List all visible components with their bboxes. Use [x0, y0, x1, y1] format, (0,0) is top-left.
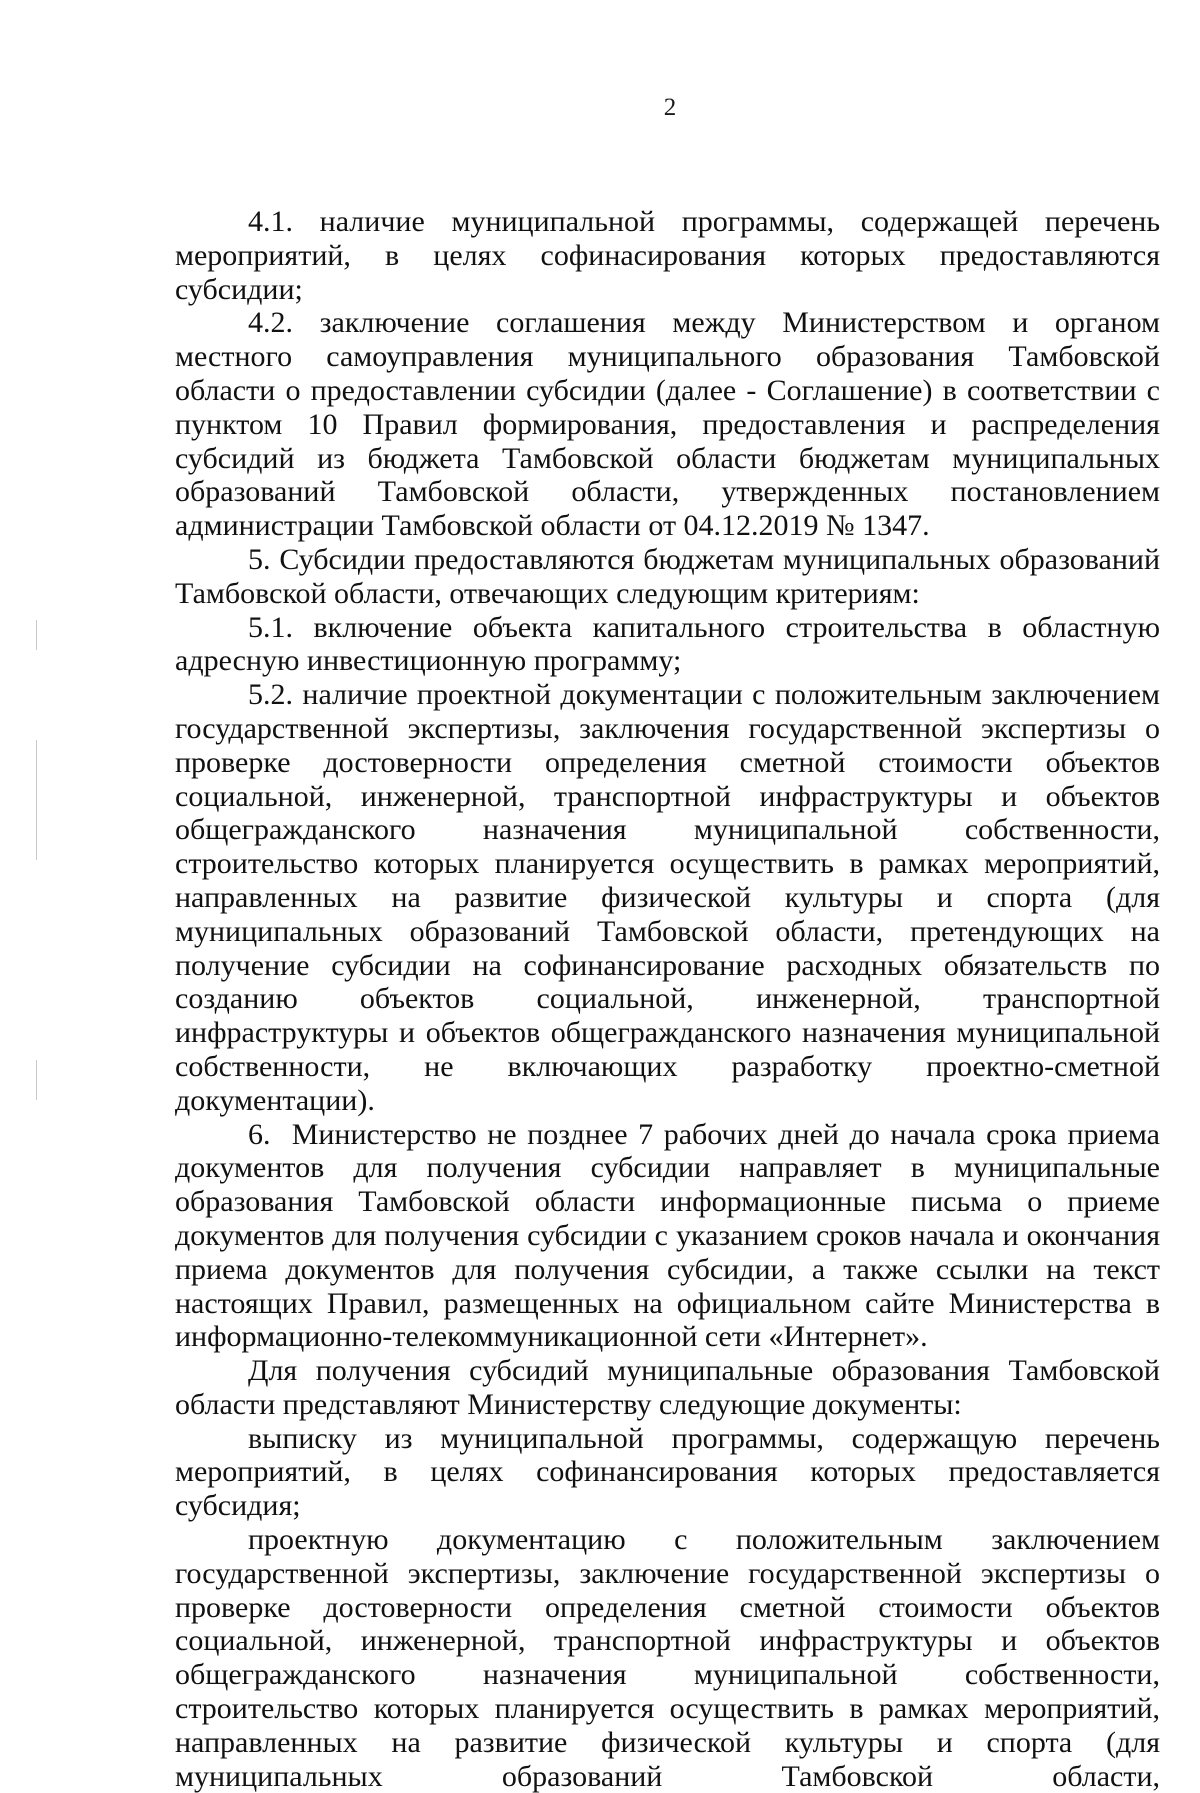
paragraph-6: 6. Министерство не позднее 7 рабочих дней до начала срока приема документов для получения субсидии направляет в муниципальные образования Тамбовской области информационные письма о приеме документов для получения субсидии с указанием сроков начала и окончания приема документов для получения субсидии, а также ссылки на текст настоящих Правил, размещенных на официальном сайте Министерства в информационно-телекоммуникационной сети «Интернет». — [175, 1117, 1160, 1354]
paragraph-5-1: 5.1. включение объекта капитального строительства в областную адресную инвестиционную программу; — [175, 610, 1160, 678]
scan-edge-mark — [36, 740, 37, 860]
paragraph-project-documentation: проектную документацию с положительным заключением государственной экспертизы, заключение государственной экспертизы о проверке достоверности определения сметной стоимости объектов социальной, инженерной, транспортной инфраструктуры и объектов общегражданского назначения муниципальной собственности, строительство которых планируется осуществить в рамках мероприятий, направленных на развитие физической культуры и спорта (для муниципальных образований Тамбовской области, — [175, 1523, 1160, 1793]
document-body — [175, 205, 1160, 1793]
scan-edge-mark — [36, 1060, 37, 1100]
paragraph-documents-intro: Для получения субсидий муниципальные образования Тамбовской области представляют Министерству следующие документы: — [175, 1354, 1160, 1421]
scan-edge-mark — [36, 620, 37, 650]
paragraph-5-2: 5.2. наличие проектной документации с положительным заключением государственной экспертизы, заключения государственной экспертизы о проверке достоверности определения сметной стоимости объектов социальной, инженерной, транспортной инфраструктуры и объектов общегражданского назначения муниципальной собственности, строительство которых планируется осуществить в рамках мероприятий, направленных на развитие физической культуры и спорта (для муниципальных образований Тамбовской области, претендующих на получение субсидии на софинансирование расходных обязательств по созданию объектов социальной, инженерной, транспортной инфраструктуры и объектов общегражданского назначения муниципальной собственности, не включающих разработку проектно-сметной документации). — [175, 678, 1160, 1117]
page-number: 2 — [663, 94, 677, 121]
paragraph-4-1: 4.1. наличие муниципальной программы, содержащей перечень мероприятий, в целях софинасирования которых предоставляются субсидии; — [175, 205, 1160, 306]
paragraph-5: 5. Субсидии предоставляются бюджетам муниципальных образований Тамбовской области, отвечающих следующим критериям: — [175, 542, 1160, 610]
paragraph-program-extract: выписку из муниципальной программы, содержащую перечень мероприятий, в целях софинансирования которых предоставляется субсидия; — [175, 1421, 1160, 1523]
paragraph-4-2: 4.2. заключение соглашения между Министерством и органом местного самоуправления муниципального образования Тамбовской области о предоставлении субсидии (далее - Соглашение) в соответствии с пунктом 10 Правил формирования, предоставления и распределения субсидий из бюджета Тамбовской области бюджетам муниципальных образований Тамбовской области, утвержденных постановлением администрации Тамбовской области от 04.12.2019 № 1347. — [175, 306, 1160, 543]
